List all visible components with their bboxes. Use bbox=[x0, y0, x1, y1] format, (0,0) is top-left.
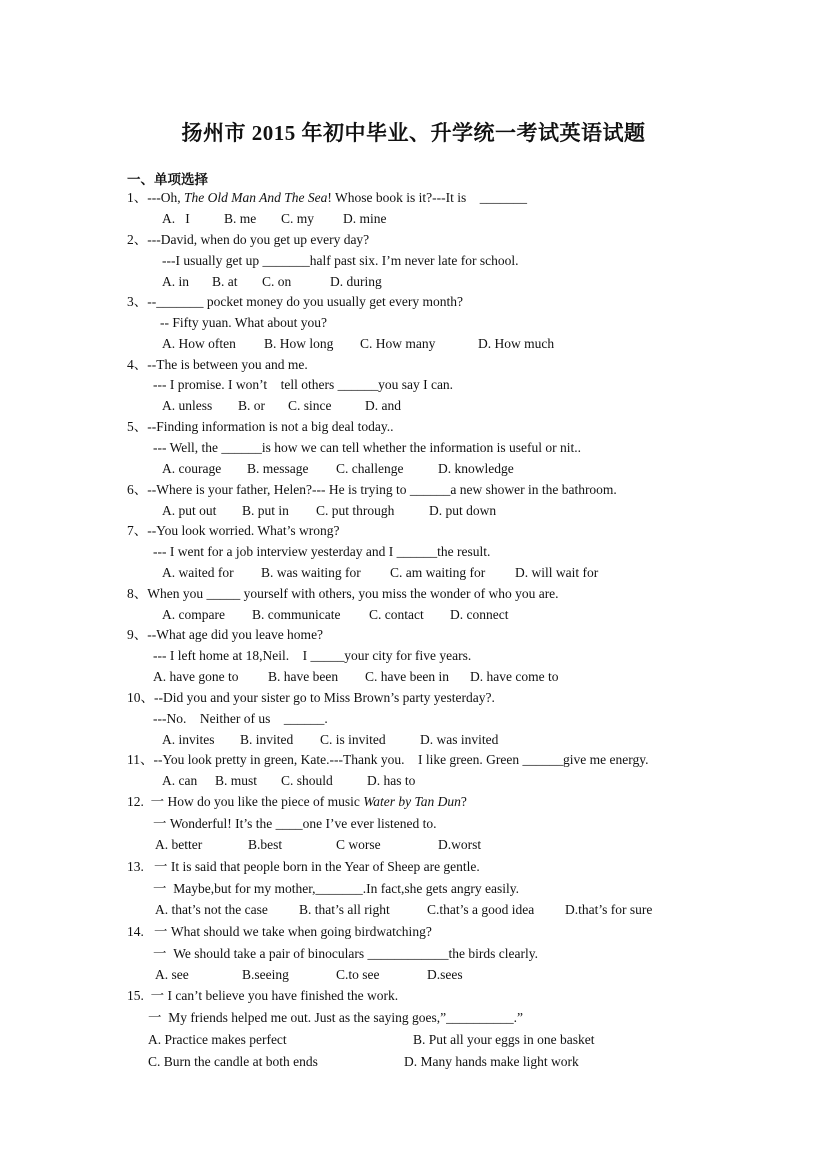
option-a: A. How often bbox=[162, 336, 236, 351]
option-c: C. is invited bbox=[320, 732, 386, 747]
option-a: A. see bbox=[155, 967, 189, 982]
option-d: D.that’s for sure bbox=[565, 902, 653, 917]
question-3-stem: 3、--_______ pocket money do you usually get every month? bbox=[127, 294, 463, 309]
question-14-reply: 一 We should take a pair of binoculars ____________the birds clearly. bbox=[153, 946, 538, 961]
option-b: B. have been bbox=[268, 669, 339, 684]
option-b: B. communicate bbox=[252, 607, 341, 622]
question-13-reply: 一 Maybe,but for my mother,_______.In fact,she gets angry easily. bbox=[153, 881, 519, 896]
option-d: D. put down bbox=[429, 503, 497, 518]
question-15-stem: 15. 一 I can’t believe you have finished the work. bbox=[127, 988, 399, 1003]
option-b: B.best bbox=[248, 837, 283, 852]
question-4-reply: --- I promise. I won’t tell others ______you say I can. bbox=[153, 377, 454, 392]
question-9-stem: 9、--What age did you leave home? bbox=[127, 627, 324, 642]
option-b: B. How long bbox=[264, 336, 334, 351]
option-b: B.seeing bbox=[242, 967, 289, 982]
option-a: A. compare bbox=[162, 607, 225, 622]
question-4-stem: 4、--The is between you and me. bbox=[127, 357, 308, 372]
option-a: A. that’s not the case bbox=[155, 902, 268, 917]
question-10-stem: 10、--Did you and your sister go to Miss Brown’s party yesterday?. bbox=[127, 690, 495, 705]
option-d: D. have come to bbox=[470, 669, 559, 684]
question-7-reply: --- I went for a job interview yesterday and I ______the result. bbox=[153, 544, 491, 559]
option-c: C. my bbox=[281, 211, 315, 226]
option-c: C. have been in bbox=[365, 669, 449, 684]
option-d: D. has to bbox=[367, 773, 416, 788]
option-c: C worse bbox=[336, 837, 381, 852]
option-b: B. at bbox=[212, 274, 238, 289]
option-c: C. since bbox=[288, 398, 332, 413]
question-text: ? bbox=[460, 794, 467, 809]
option-b: B. or bbox=[238, 398, 265, 413]
option-a: A. Practice makes perfect bbox=[148, 1032, 287, 1047]
option-a: A. invites bbox=[162, 732, 215, 747]
question-5-stem: 5、--Finding information is not a big deal today.. bbox=[127, 419, 394, 434]
option-b: B. put in bbox=[242, 503, 289, 518]
option-c: C. am waiting for bbox=[390, 565, 486, 580]
option-d: D. during bbox=[330, 274, 382, 289]
page-title: 扬州市 2015 年初中毕业、升学统一考试英语试题 bbox=[181, 121, 646, 145]
question-10-reply: ---No. Neither of us ______. bbox=[153, 711, 328, 726]
option-c: C. Burn the candle at both ends bbox=[148, 1054, 318, 1069]
option-b: B. message bbox=[247, 461, 309, 476]
option-d: D.sees bbox=[427, 967, 463, 982]
question-2-stem: 2、---David, when do you get up every day? bbox=[127, 232, 370, 247]
option-a: A. have gone to bbox=[153, 669, 239, 684]
option-d: D. and bbox=[365, 398, 401, 413]
music-title: Water by Tan Dun bbox=[363, 794, 461, 809]
option-c: C. How many bbox=[360, 336, 436, 351]
question-3-reply: -- Fifty yuan. What about you? bbox=[160, 315, 327, 330]
option-c: C. should bbox=[281, 773, 333, 788]
question-8-stem: 8、When you _____ yourself with others, you miss the wonder of who you are. bbox=[127, 586, 559, 601]
book-title: The Old Man And The Sea bbox=[184, 190, 328, 205]
option-a: A. can bbox=[162, 773, 198, 788]
option-a: A. waited for bbox=[162, 565, 234, 580]
option-a: A. I bbox=[162, 211, 190, 226]
question-1-stem bbox=[127, 189, 527, 207]
option-a: A. unless bbox=[162, 398, 213, 413]
option-b: B. invited bbox=[240, 732, 294, 747]
option-d: D. connect bbox=[450, 607, 509, 622]
option-c: C. put through bbox=[316, 503, 395, 518]
option-c: C. challenge bbox=[336, 461, 404, 476]
option-c: C. contact bbox=[369, 607, 424, 622]
question-13-stem: 13. 一 It is said that people born in the Year of Sheep are gentle. bbox=[127, 859, 480, 874]
option-d: D. How much bbox=[478, 336, 555, 351]
option-b: B. must bbox=[215, 773, 258, 788]
option-a: A. courage bbox=[162, 461, 222, 476]
option-c: C.that’s a good idea bbox=[427, 902, 535, 917]
question-14-stem: 14. 一 What should we take when going birdwatching? bbox=[127, 924, 432, 939]
question-12-stem bbox=[127, 793, 467, 811]
question-text: 12. 一 How do you like the piece of music bbox=[127, 794, 364, 809]
option-d: D. will wait for bbox=[515, 565, 599, 580]
option-b: B. Put all your eggs in one basket bbox=[413, 1032, 595, 1047]
option-a: A. better bbox=[155, 837, 203, 852]
option-d: D. was invited bbox=[420, 732, 499, 747]
question-2-reply: ---I usually get up _______half past six. I’m never late for school. bbox=[162, 253, 519, 268]
question-15-reply: 一 My friends helped me out. Just as the saying goes,”__________.” bbox=[148, 1010, 523, 1025]
section-heading: 一、单项选择 bbox=[127, 172, 208, 187]
option-c: C. on bbox=[262, 274, 292, 289]
option-b: B. that’s all right bbox=[299, 902, 390, 917]
option-a: A. in bbox=[162, 274, 189, 289]
option-c: C.to see bbox=[336, 967, 380, 982]
option-d: D. mine bbox=[343, 211, 387, 226]
option-b: B. me bbox=[224, 211, 257, 226]
question-text: ! Whose book is it?---It is _______ bbox=[327, 190, 527, 205]
question-text: 1、---Oh, bbox=[127, 190, 184, 205]
question-11-stem: 11、--You look pretty in green, Kate.---Thank you. I like green. Green ______give me energy. bbox=[127, 752, 649, 767]
question-5-reply: --- Well, the ______is how we can tell whether the information is useful or nit.. bbox=[153, 440, 581, 455]
option-b: B. was waiting for bbox=[261, 565, 361, 580]
question-6-stem: 6、--Where is your father, Helen?--- He is trying to ______a new shower in the bathroom. bbox=[127, 482, 617, 497]
question-12-reply: 一 Wonderful! It’s the ____one I’ve ever listened to. bbox=[153, 816, 437, 831]
option-d: D.worst bbox=[438, 837, 482, 852]
option-d: D. Many hands make light work bbox=[404, 1054, 579, 1069]
question-9-reply: --- I left home at 18,Neil. I _____your city for five years. bbox=[153, 648, 472, 663]
option-d: D. knowledge bbox=[438, 461, 514, 476]
question-7-stem: 7、--You look worried. What’s wrong? bbox=[127, 523, 340, 538]
option-a: A. put out bbox=[162, 503, 217, 518]
